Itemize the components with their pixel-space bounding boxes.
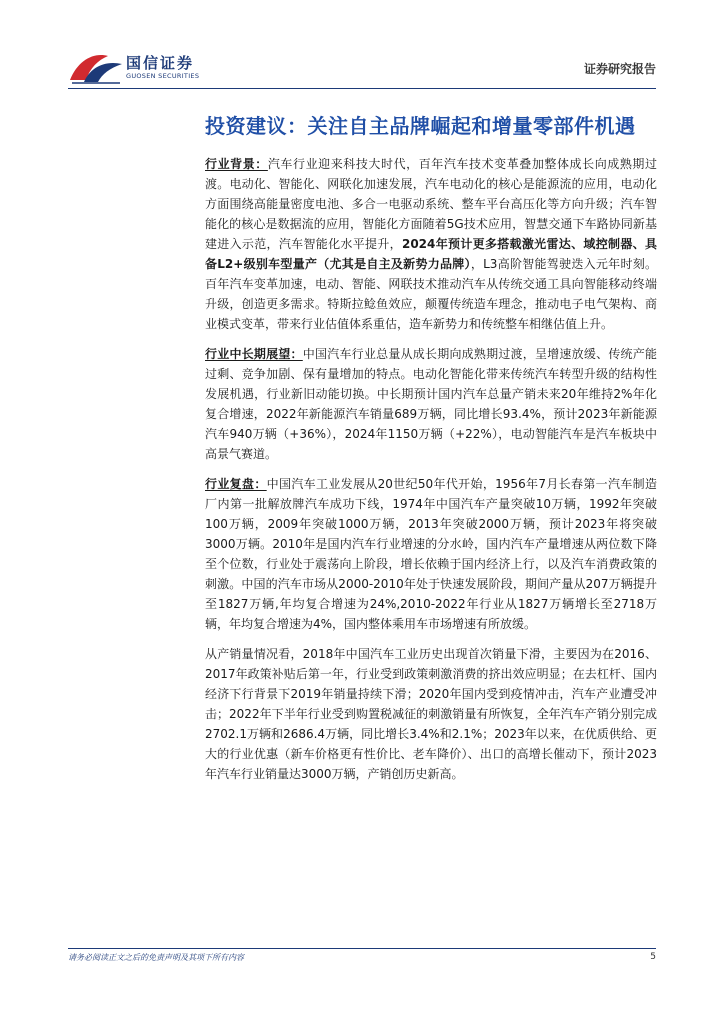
page-number: 5 <box>650 952 656 962</box>
paragraph-lead: 行业中长期展望： <box>205 347 303 361</box>
guosen-logo-mark-icon <box>68 50 124 86</box>
main-content <box>205 112 657 794</box>
section-title: 投资建议：关注自主品牌崛起和增量零部件机遇 <box>205 114 636 138</box>
paragraph-industry-background <box>205 154 657 334</box>
paragraph-long-term-outlook <box>205 344 657 464</box>
paragraph-text: 中国汽车行业总量从成长期向成熟期过渡，呈增速放缓、传统产能过剩、竞争加剧、保有量增加的特点。电动化智能化带来传统汽车转型升级的结构性发展机遇，行业新旧动能切换。中长期预计国内汽车总量产销未来20年维持2%年化复合增速，2022年新能源汽车销量689万辆，同比增长93.4%，预计2023年新能源汽车940万辆（+36%），2024年1150万辆（+22%），电动智能汽车是汽车板块中高景气赛道。 <box>205 347 657 461</box>
paragraph-lead: 行业背景： <box>205 157 268 171</box>
paragraph-lead: 行业复盘： <box>205 477 267 491</box>
paragraph-industry-review <box>205 474 657 634</box>
header-divider <box>68 88 656 89</box>
paragraph-text: 中国汽车工业发展从20世纪50年代开始，1956年7月长春第一汽车制造厂内第一批解放牌汽车成功下线，1974年中国汽车产量突破10万辆，1992年突破100万辆，2009年突破1000万辆，2013年突破2000万辆，预计2023年将突破3000万辆。2010年是国内汽车行业增速的分水岭，国内汽车产量增速从两位数下降至个位数，行业处于震荡向上阶段，增长依赖于国内经济上行，以及汽车消费政策的刺激。中国的汽车市场从2000-2010年处于快速发展阶段，期间产量从207万辆提升至1827万辆,年均复合增速为24%,2010-2022年行业从1827万辆增长至2718万辆，年均复合增速为4%，国内整体乘用车市场增速有所放缓。 <box>205 477 657 631</box>
footer-disclaimer: 请务必阅读正文之后的免责声明及其项下所有内容 <box>68 953 244 962</box>
logo-english-name: GUOSEN SECURITIES <box>126 72 200 80</box>
guosen-logo <box>68 48 288 88</box>
logo-chinese-name: 国信证券 <box>126 54 195 72</box>
paragraph-text: 汽车行业迎来科技大时代，百年汽车技术变革叠加整体成长向成熟期过渡。电动化、智能化、网联化加速发展，汽车电动化的核心是能源流的应用，电动化方面围绕高能量密度电池、多合一电驱动系统、整车平台高压化等方向升级；汽车智能化的核心是数据流的应用，智能化方面随着5G技术应用，智慧交通下车路协同新基建进入示范，汽车智能化水平提升， <box>205 157 657 251</box>
paragraph-sales-volume <box>205 644 657 784</box>
report-type-label: 证券研究报告 <box>583 62 656 76</box>
paragraph-text: ，L3高阶智能驾驶迭入元年时刻。百年汽车变革加速，电动、智能、网联技术推动汽车从传统交通工具向智能移动终端升级，创造更多需求。特斯拉鲶鱼效应，颠覆传统造车理念，推动电子电气架构、商业模式变革，带来行业估值体系重估，造车新势力和传统整车相继估值上升。 <box>205 257 657 331</box>
footer-divider <box>68 948 656 949</box>
page-header <box>68 48 656 88</box>
paragraph-emphasis: 2024年预计更多搭载激光雷达、域控制器、具备L2+级别车型量产（尤其是自主及新势力品牌） <box>205 237 657 271</box>
paragraph-text: 从产销量情况看，2018年中国汽车工业历史出现首次销量下滑，主要因为在2016、2017年政策补贴后第一年，行业受到政策刺激消费的挤出效应明显；在去杠杆、国内经济下行背景下2019年销量持续下滑；2020年国内受到疫情冲击，汽车产业遭受冲击；2022年下半年行业受到购置税减征的刺激销量有所恢复，全年汽车产销分别完成2702.1万辆和2686.4万辆，同比增长3.4%和2.1%；2023年以来，在优质供给、更大的行业优惠（新车价格更有性价比、老车降价）、出口的高增长催动下，预计2023年汽车行业销量达3000万辆，产销创历史新高。 <box>205 647 657 781</box>
